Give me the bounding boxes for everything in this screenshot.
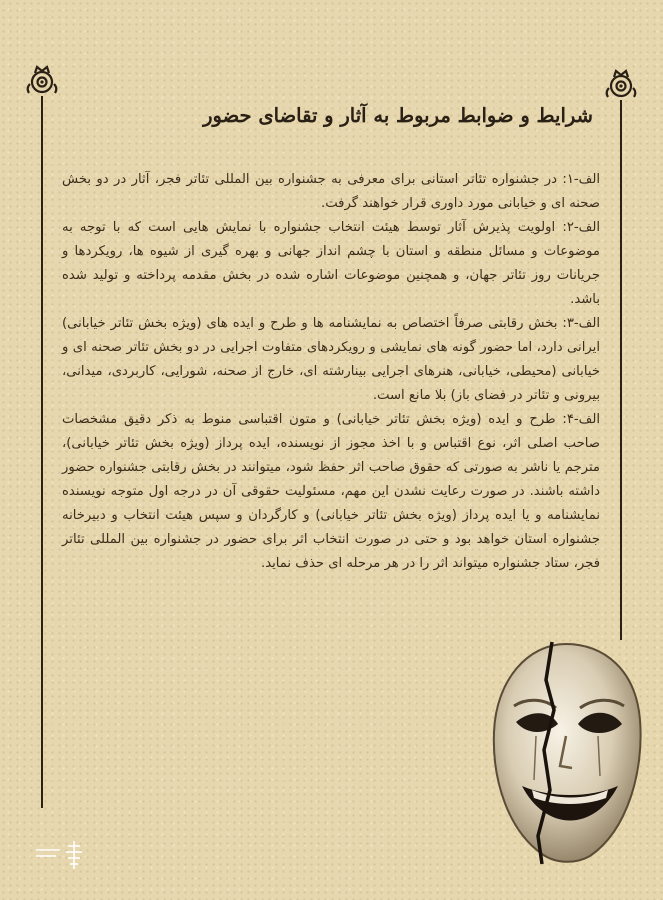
pomegranate-ornament-icon	[603, 66, 639, 102]
left-decorative-line	[41, 96, 43, 808]
page-title: شرایط و ضوابط مربوط به آثار و تقاضای حضور	[203, 104, 593, 127]
rule-paragraph: الف-۳: بخش رقابتی صرفاً اختصاص به نمایشنامه ها و طرح و ایده های (ویژه بخش تئاتر خیابانی) ایرانی دارد، اما حضور گونه های نمایشی و رویکردهای متفاوت اجرایی در دو بخش تئاتر صحنه ای و خیابانی (محیطی، خیابانی، هنرهای اجرایی بینارشته ای، خارج از صحنه، شورایی، کاربردی، میدانی، بیرونی و تئاتر در فضای باز) بلا مانع است.	[62, 316, 600, 403]
cracked-theater-mask-image	[486, 640, 648, 866]
rules-body	[62, 168, 600, 576]
rule-paragraph: الف-۱: در جشنواره تئاتر استانی برای معرفی به جشنواره بین المللی تئاتر فجر، آثار در دو بخش صحنه ای و خیابانی مورد داوری قرار خواهند گرفت.	[62, 172, 600, 211]
festival-logo-icon	[30, 838, 110, 872]
right-decorative-line	[620, 100, 622, 640]
rule-paragraph: الف-۴: طرح و ایده (ویژه بخش تئاتر خیابانی) و متون اقتباسی منوط به ذکر دقیق مشخصات صاحب اصلی اثر، نوع اقتباس و با اخذ مجوز از نویسنده، ایده پرداز (ویژه بخش تئاتر خیابانی)، مترجم یا ناشر به صورتی که حقوق صاحب اثر حفظ شود، میتوانند در بخش رقابتی جشنواره حضور داشته باشند. در صورت رعایت نشدن این مهم، مسئولیت حقوقی آن در درجه اول متوجه نویسنده نمایشنامه و یا ایده پرداز (ویژه بخش تئاتر خیابانی) و کارگردان و سپس هیئت انتخاب و دبیرخانه جشنواره استان خواهد بود و حتی در صورت انتخاب اثر برای حضور در جشنواره بین المللی تئاتر فجر، ستاد جشنواره میتواند اثر را در هر مرحله ای حذف نماید.	[62, 412, 600, 571]
rule-paragraph: الف-۲: اولویت پذیرش آثار توسط هیئت انتخاب جشنواره با نمایش هایی است که با توجه به موضوعات و مسائل منطقه و استان با چشم انداز جهانی و بهره گیری از شیوه ها، رویکردها و جریانات روز تئاتر جهان، و همچنین موضوعات اشاره شده در بخش مقدمه پرداخته و تولید شده باشد.	[62, 220, 600, 307]
pomegranate-ornament-icon	[24, 62, 60, 98]
